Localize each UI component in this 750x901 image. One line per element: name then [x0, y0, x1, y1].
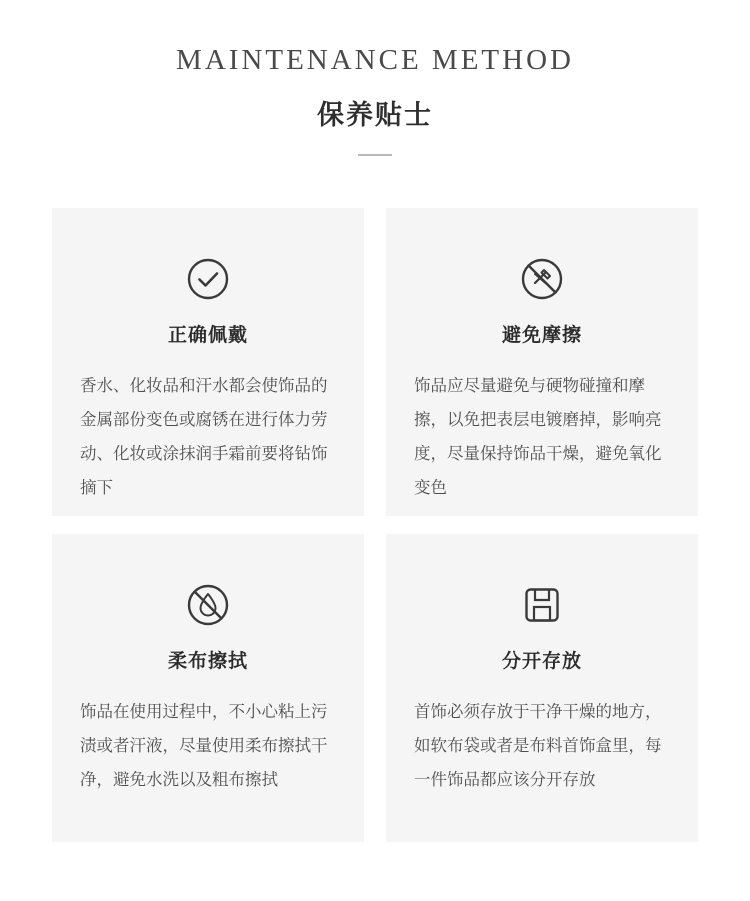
tip-card-title: 柔布擦拭	[167, 651, 248, 672]
storage-box-icon	[412, 580, 672, 630]
tip-card-body: 饰品应尽量避免与硬物碰撞和摩擦，以免把表层电镀磨掉，影响亮度，尽量保持饰品干燥，避免氧化变色	[414, 377, 662, 497]
tip-card-avoid-friction	[386, 208, 698, 516]
tip-card-correct-wearing	[52, 208, 364, 516]
page-header	[0, 0, 750, 156]
tip-card-body: 香水、化妆品和汗水都会使饰品的金属部份变色或腐锈在进行体力劳动、化妆或涂抹润手霜前要将钻饰摘下	[80, 377, 328, 497]
tip-card-title: 分开存放	[501, 651, 582, 672]
tip-card-body: 首饰必须存放于干净干燥的地方，如软布袋或者是布料首饰盒里，每一件饰品都应该分开存放	[414, 703, 662, 789]
tip-card-title: 正确佩戴	[167, 325, 248, 346]
no-water-drop-icon	[78, 580, 338, 630]
no-friction-icon	[412, 254, 672, 304]
check-circle-icon	[78, 254, 338, 304]
tip-card-separate-storage	[386, 534, 698, 842]
tip-card-title: 避免摩擦	[501, 325, 582, 346]
tip-card-soft-cloth	[52, 534, 364, 842]
title-divider	[358, 154, 392, 156]
page-title-cn: 保养贴士	[317, 100, 433, 130]
tips-grid	[52, 208, 698, 842]
page-title-en: MAINTENANCE METHOD	[176, 44, 574, 76]
tip-card-body: 饰品在使用过程中，不小心粘上污渍或者汗液，尽量使用柔布擦拭干净，避免水洗以及粗布擦拭	[80, 703, 328, 789]
